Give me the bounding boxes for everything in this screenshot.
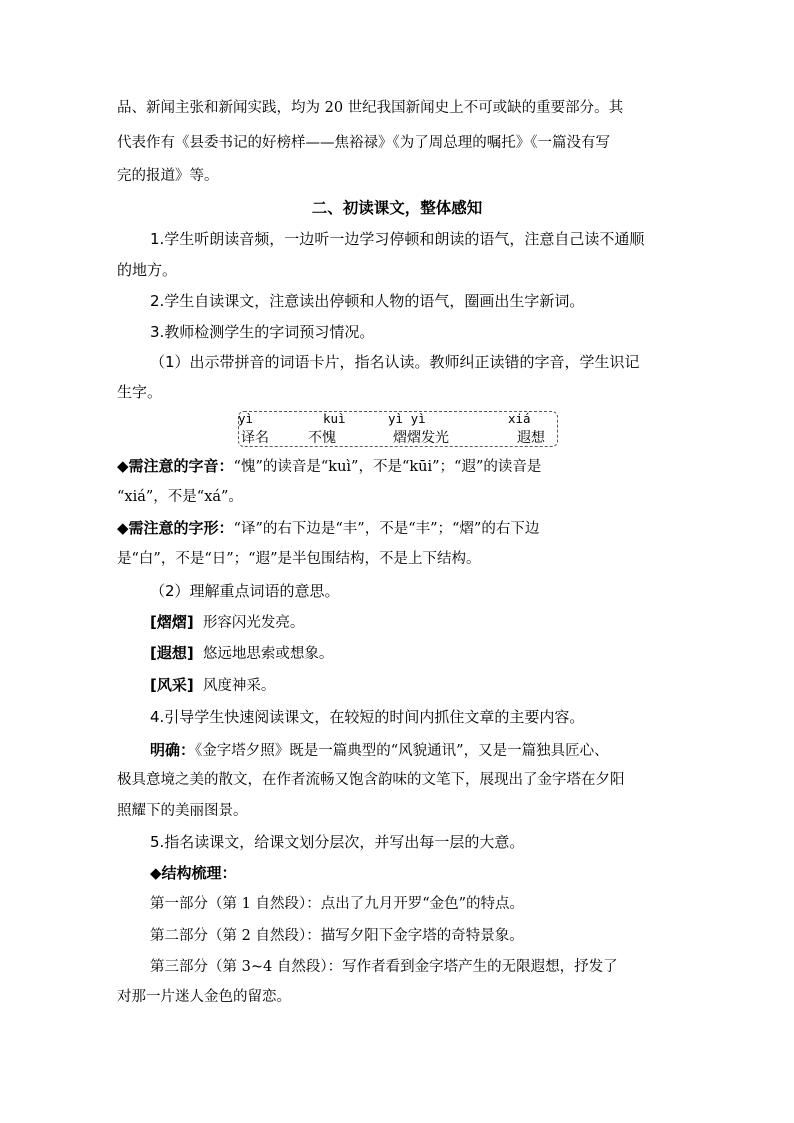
structure-part-3-line-2: 对那一片迷人金色的留恋。 (117, 989, 291, 1005)
vocab-term: [遐想] (150, 644, 194, 662)
step-3: 3.教师检测学生的字词预习情况。 (150, 323, 375, 341)
clarify-line-2: 极具意境之美的散文，在作者流畅又饱含韵味的文笔下，展现出了金字塔在夕阳 (117, 772, 625, 788)
card-word-4: 遐想 (517, 430, 545, 446)
intro-line-2: 代表作有《县委书记的好榜样——焦裕禄》《为了周总理的嘱托》《一篇没有写 (117, 135, 610, 151)
step-3-1-line-2: 生字。 (117, 383, 163, 401)
card-word-2: 不愧 (308, 430, 336, 446)
step-3-2: （2）理解重点词语的意思。 (150, 582, 340, 600)
step-1-line-2: 的地方。 (117, 261, 178, 279)
pinyin-3: yì yì (388, 411, 426, 426)
step-5: 5.指名读课文，给课文划分层次，并写出每一层的大意。 (150, 833, 525, 851)
card-word-3: 熠熠发光 (393, 430, 449, 446)
pinyin-1: yì (238, 411, 254, 426)
structure-part-3-line-1: 第三部分（第 3~4 自然段）：写作者看到金字塔产生的无限遐想，抒发了 (150, 959, 618, 975)
vocab-meaning: 悠远地思索或想象。 (202, 646, 334, 662)
vocab-item (150, 675, 710, 696)
clarify-line-3: 照耀下的美丽图景。 (117, 803, 248, 819)
vocab-item (150, 643, 710, 664)
clarify-text-1: 《金字塔夕照》既是一篇典型的“风貌通讯”，又是一篇独具匠心、 (195, 743, 609, 759)
glyph-line-1 (117, 518, 677, 539)
pinyin-4: xiá (508, 411, 531, 426)
clarify-label: 明确： (150, 741, 196, 759)
step-3-1-line-1: （1）出示带拼音的词语卡片，指名认读。教师纠正读错的字音，学生识记 (150, 353, 640, 371)
pronunciation-text-1: “愧”的读音是“kuì”，不是“kūi”；“遐”的读音是 (233, 459, 542, 475)
structure-part-2: 第二部分（第 2 自然段）：描写夕阳下金字塔的奇特景象。 (150, 928, 524, 944)
intro-line-1: 品、新闻主张和新闻实践，均为 20 世纪我国新闻史上不可或缺的重要部分。其 (117, 100, 624, 116)
glyph-label: ◆需注意的字形： (117, 519, 234, 537)
glyph-text-1: “译”的右下边是“丰”，不是“丰”；“熠”的右下边 (233, 521, 540, 537)
pronunciation-label: ◆需注意的字音： (117, 457, 234, 475)
glyph-line-2: 是“白”，不是“日”；“遐”是半包围结构，不是上下结构。 (117, 551, 481, 567)
vocab-meaning: 风度神采。 (202, 678, 276, 694)
step-4: 4.引导学生快速阅读课文，在较短的时间内抓住文章的主要内容。 (150, 708, 585, 726)
clarify-line-1 (150, 740, 710, 761)
structure-label: ◆结构梳理： (150, 864, 237, 882)
section-title: 二、初读课文，整体感知 (311, 199, 483, 217)
step-2: 2.学生自读课文，注意读出停顿和人物的语气，圈画出生字新词。 (150, 292, 585, 310)
vocab-term: [风采] (150, 676, 194, 694)
vocab-term: [熠熠] (150, 613, 194, 631)
vocab-meaning: 形容闪光发亮。 (202, 615, 305, 631)
pronunciation-line-1 (117, 456, 677, 477)
card-word-1: 译名 (241, 430, 269, 446)
vocab-item (150, 612, 710, 633)
pinyin-2: kuì (323, 411, 346, 426)
step-1-line-1: 1.学生听朗读音频，一边听一边学习停顿和朗读的语气，注意自己读不通顺 (150, 230, 645, 248)
intro-line-3: 完的报道》等。 (117, 168, 219, 184)
structure-part-1: 第一部分（第 1 自然段）：点出了九月开罗“金色”的特点。 (150, 896, 525, 912)
pronunciation-line-2: “xiá”，不是“xá”。 (117, 489, 243, 505)
